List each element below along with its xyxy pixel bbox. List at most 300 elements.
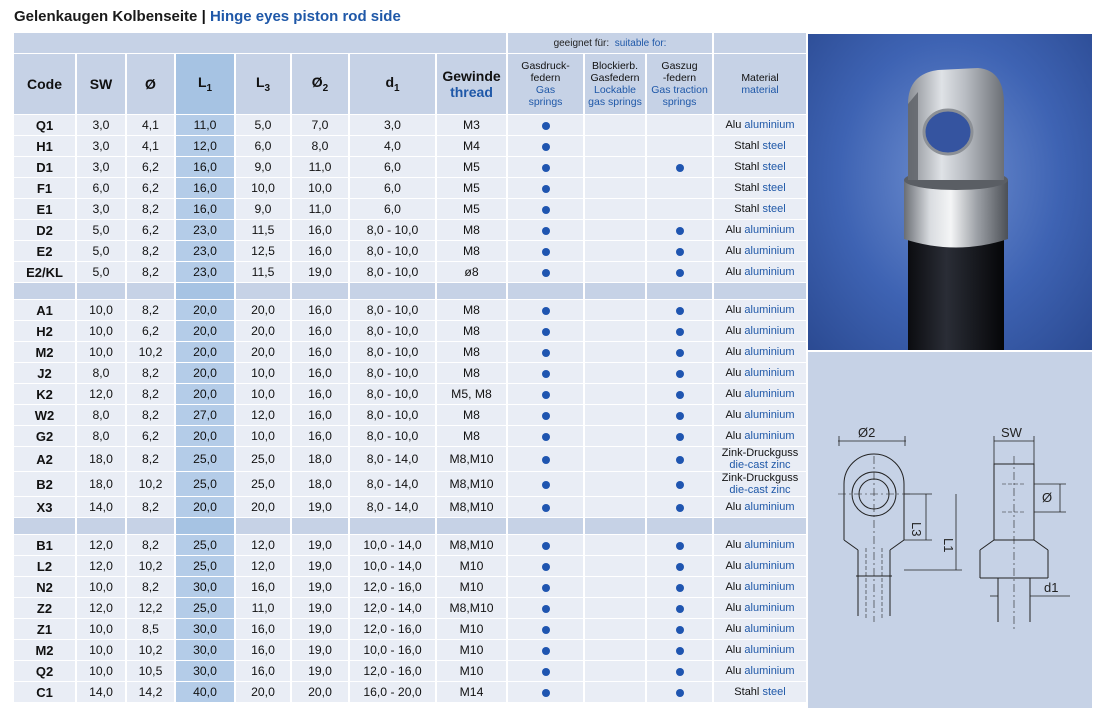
cell-material — [714, 262, 806, 283]
cell-gas — [508, 497, 583, 518]
cell-d1: 6,0 — [350, 157, 435, 178]
cell-sw: 14,0 — [77, 682, 125, 703]
cell-sw: 10,0 — [77, 300, 125, 321]
separator-cell — [236, 283, 290, 300]
front-view-outline — [838, 436, 910, 622]
table-row — [14, 241, 806, 262]
cell-d1: 8,0 - 14,0 — [350, 497, 435, 518]
eye-side-shape — [908, 92, 918, 180]
material-en: aluminium — [744, 430, 795, 442]
cell-gas — [508, 115, 583, 136]
cell-code: E1 — [14, 199, 75, 220]
separator-cell — [585, 518, 645, 535]
cell-d1: 8,0 - 10,0 — [350, 363, 435, 384]
header-lockable: Blockierb. Gasfedern Lockable gas springs — [585, 54, 645, 115]
cell-d: 8,5 — [127, 619, 174, 640]
cell-thread: M8 — [437, 342, 506, 363]
page-title — [14, 4, 401, 30]
suitability-dot-icon — [542, 307, 550, 315]
suitability-dot-icon — [542, 164, 550, 172]
cell-l3: 20,0 — [236, 682, 290, 703]
table-row — [14, 300, 806, 321]
separator-cell — [585, 283, 645, 300]
suitability-dot-icon — [676, 227, 684, 235]
cell-code: Q1 — [14, 115, 75, 136]
table-row — [14, 577, 806, 598]
cell-material — [714, 598, 806, 619]
cell-d2: 10,0 — [292, 178, 348, 199]
separator-cell — [350, 283, 435, 300]
material-en: aluminium — [744, 409, 795, 421]
cell-traction — [647, 640, 712, 661]
material-de: Alu — [725, 304, 742, 316]
table-row — [14, 384, 806, 405]
suitability-dot-icon — [676, 481, 684, 489]
cell-l3: 20,0 — [236, 321, 290, 342]
material-de: Zink-Druckguss — [721, 472, 799, 484]
separator-cell — [77, 283, 125, 300]
header-traction: Gaszug -federn Gas traction springs — [647, 54, 712, 115]
separator-cell — [508, 283, 583, 300]
cell-lock — [585, 556, 645, 577]
suitability-dot-icon — [542, 668, 550, 676]
cell-material — [714, 300, 806, 321]
cell-d: 14,2 — [127, 682, 174, 703]
cell-lock — [585, 321, 645, 342]
cell-l1: 20,0 — [176, 384, 234, 405]
material-en: aluminium — [744, 623, 795, 635]
cell-traction — [647, 384, 712, 405]
product-photo — [808, 34, 1092, 350]
cell-d: 8,2 — [127, 384, 174, 405]
material-de: Alu — [725, 501, 742, 513]
cell-code: L2 — [14, 556, 75, 577]
cell-sw: 18,0 — [77, 472, 125, 497]
suitability-dot-icon — [676, 689, 684, 697]
suitability-dot-icon — [676, 542, 684, 550]
cell-material — [714, 157, 806, 178]
suitability-dot-icon — [676, 456, 684, 464]
cell-d1: 8,0 - 10,0 — [350, 241, 435, 262]
cell-lock — [585, 363, 645, 384]
cell-gas — [508, 300, 583, 321]
material-en: aluminium — [744, 245, 795, 257]
cell-l1: 23,0 — [176, 220, 234, 241]
cell-thread: M10 — [437, 619, 506, 640]
cell-material — [714, 682, 806, 703]
cell-l1: 20,0 — [176, 321, 234, 342]
suitability-dot-icon — [676, 349, 684, 357]
material-en: aluminium — [744, 367, 795, 379]
cell-thread: M8 — [437, 363, 506, 384]
cell-l1: 30,0 — [176, 577, 234, 598]
cell-sw: 8,0 — [77, 426, 125, 447]
cell-lock — [585, 472, 645, 497]
cell-sw: 3,0 — [77, 115, 125, 136]
cell-l1: 20,0 — [176, 426, 234, 447]
cell-gas — [508, 682, 583, 703]
suitability-dot-icon — [542, 605, 550, 613]
material-en: aluminium — [744, 539, 795, 551]
suitability-dot-icon — [542, 626, 550, 634]
cell-gas — [508, 405, 583, 426]
suitability-dot-icon — [676, 605, 684, 613]
cell-d2: 16,0 — [292, 300, 348, 321]
separator-cell — [292, 518, 348, 535]
separator-cell — [508, 518, 583, 535]
cell-gas — [508, 384, 583, 405]
cell-traction — [647, 199, 712, 220]
cell-material — [714, 363, 806, 384]
suitability-dot-icon — [542, 349, 550, 357]
cell-gas — [508, 321, 583, 342]
cell-l3: 16,0 — [236, 619, 290, 640]
cell-code: Q2 — [14, 661, 75, 682]
group-separator-row — [14, 518, 806, 535]
cell-lock — [585, 220, 645, 241]
cell-traction — [647, 426, 712, 447]
cell-material — [714, 447, 806, 472]
cell-code: Z1 — [14, 619, 75, 640]
cell-l1: 23,0 — [176, 262, 234, 283]
cell-l3: 16,0 — [236, 577, 290, 598]
cell-d1: 6,0 — [350, 199, 435, 220]
material-de: Alu — [725, 367, 742, 379]
cell-traction — [647, 577, 712, 598]
cell-d1: 8,0 - 10,0 — [350, 321, 435, 342]
cell-d2: 19,0 — [292, 577, 348, 598]
material-en: aluminium — [744, 325, 795, 337]
cell-d2: 19,0 — [292, 556, 348, 577]
material-en: steel — [762, 140, 786, 152]
cell-l1: 20,0 — [176, 363, 234, 384]
cell-gas — [508, 598, 583, 619]
cell-d2: 16,0 — [292, 321, 348, 342]
cell-d1: 8,0 - 10,0 — [350, 426, 435, 447]
cell-d2: 16,0 — [292, 384, 348, 405]
cell-d: 8,2 — [127, 497, 174, 518]
material-de: Alu — [725, 430, 742, 442]
cell-d1: 8,0 - 10,0 — [350, 384, 435, 405]
table-row — [14, 682, 806, 703]
cell-d2: 16,0 — [292, 363, 348, 384]
suitability-dot-icon — [542, 143, 550, 151]
material-en: aluminium — [744, 119, 795, 131]
cell-lock — [585, 157, 645, 178]
cell-traction — [647, 342, 712, 363]
cell-thread: M8,M10 — [437, 535, 506, 556]
cell-l1: 12,0 — [176, 136, 234, 157]
cell-thread: M8 — [437, 241, 506, 262]
label-diameter: Ø — [1042, 490, 1053, 505]
table-row — [14, 115, 806, 136]
cell-l3: 12,5 — [236, 241, 290, 262]
label-l1: L1 — [941, 538, 956, 553]
cell-l3: 12,0 — [236, 405, 290, 426]
cell-d1: 10,0 - 14,0 — [350, 535, 435, 556]
cell-d2: 19,0 — [292, 497, 348, 518]
cell-code: M2 — [14, 640, 75, 661]
cell-gas — [508, 241, 583, 262]
cell-d: 6,2 — [127, 220, 174, 241]
cell-traction — [647, 321, 712, 342]
cell-d: 10,2 — [127, 472, 174, 497]
material-en: aluminium — [744, 560, 795, 572]
cell-code: D2 — [14, 220, 75, 241]
cell-gas — [508, 262, 583, 283]
cell-d1: 8,0 - 10,0 — [350, 220, 435, 241]
cell-d2: 8,0 — [292, 136, 348, 157]
cell-d: 8,2 — [127, 405, 174, 426]
cell-code: W2 — [14, 405, 75, 426]
table-row — [14, 405, 806, 426]
cell-code: B1 — [14, 535, 75, 556]
cell-d1: 6,0 — [350, 178, 435, 199]
cell-lock — [585, 115, 645, 136]
separator-cell — [236, 518, 290, 535]
cell-d: 4,1 — [127, 136, 174, 157]
cell-sw: 5,0 — [77, 262, 125, 283]
cell-l1: 25,0 — [176, 556, 234, 577]
cell-material — [714, 321, 806, 342]
cell-material — [714, 178, 806, 199]
material-de: Alu — [725, 346, 742, 358]
cell-traction — [647, 619, 712, 640]
cell-code: E2/KL — [14, 262, 75, 283]
table-row — [14, 342, 806, 363]
material-de: Zink-Druckguss — [721, 447, 799, 459]
sleeve-shape — [904, 180, 1008, 248]
cell-material — [714, 556, 806, 577]
material-de: Alu — [725, 245, 742, 257]
cell-d1: 8,0 - 14,0 — [350, 472, 435, 497]
cell-material — [714, 241, 806, 262]
cell-sw: 3,0 — [77, 136, 125, 157]
material-de: Stahl — [734, 140, 760, 152]
material-de: Stahl — [734, 161, 760, 173]
cell-gas — [508, 178, 583, 199]
cell-d2: 16,0 — [292, 342, 348, 363]
cell-sw: 10,0 — [77, 619, 125, 640]
cell-l1: 25,0 — [176, 472, 234, 497]
table-row — [14, 426, 806, 447]
cell-gas — [508, 535, 583, 556]
cell-l1: 25,0 — [176, 535, 234, 556]
cell-d1: 8,0 - 10,0 — [350, 342, 435, 363]
cell-material — [714, 342, 806, 363]
material-en: aluminium — [744, 346, 795, 358]
material-en: aluminium — [744, 224, 795, 236]
cell-d: 10,2 — [127, 342, 174, 363]
spec-table — [12, 33, 808, 703]
cell-material — [714, 136, 806, 157]
cell-traction — [647, 157, 712, 178]
header-l1: $L_1$ — [176, 54, 234, 115]
cell-thread: M8 — [437, 405, 506, 426]
cell-d: 10,2 — [127, 640, 174, 661]
table-row — [14, 497, 806, 518]
cell-lock — [585, 598, 645, 619]
cell-d2: 16,0 — [292, 241, 348, 262]
cell-d2: 11,0 — [292, 199, 348, 220]
cell-gas — [508, 220, 583, 241]
material-de: Alu — [725, 560, 742, 572]
material-de: Alu — [725, 409, 742, 421]
material-en: aluminium — [744, 388, 795, 400]
cell-gas — [508, 447, 583, 472]
cell-material — [714, 640, 806, 661]
separator-cell — [350, 518, 435, 535]
table-row — [14, 178, 806, 199]
cell-sw: 8,0 — [77, 363, 125, 384]
cell-l3: 10,0 — [236, 426, 290, 447]
cell-d: 8,2 — [127, 300, 174, 321]
header-code: Code — [14, 54, 75, 115]
material-de: Alu — [725, 665, 742, 677]
separator-cell — [647, 283, 712, 300]
separator-cell — [77, 518, 125, 535]
cell-lock — [585, 577, 645, 598]
suitability-dot-icon — [542, 563, 550, 571]
suitability-dot-icon — [542, 504, 550, 512]
suitability-dot-icon — [542, 248, 550, 256]
cell-traction — [647, 178, 712, 199]
cell-sw: 6,0 — [77, 178, 125, 199]
suitability-dot-icon — [542, 370, 550, 378]
material-en: die-cast zinc — [729, 459, 791, 471]
suitability-dot-icon — [676, 584, 684, 592]
cell-l3: 20,0 — [236, 497, 290, 518]
suitability-dot-icon — [676, 433, 684, 441]
cell-code: B2 — [14, 472, 75, 497]
header-d1: $d_1$ — [350, 54, 435, 115]
cell-d: 6,2 — [127, 178, 174, 199]
material-en: aluminium — [744, 581, 795, 593]
cell-l1: 30,0 — [176, 619, 234, 640]
cell-l1: 25,0 — [176, 598, 234, 619]
cell-thread: M8 — [437, 300, 506, 321]
separator-cell — [127, 283, 174, 300]
cell-lock — [585, 199, 645, 220]
material-de: Alu — [725, 602, 742, 614]
cell-l1: 30,0 — [176, 661, 234, 682]
label-d2: Ø2 — [858, 425, 876, 440]
cell-thread: M4 — [437, 136, 506, 157]
suitability-dot-icon — [542, 206, 550, 214]
cell-sw: 8,0 — [77, 405, 125, 426]
cell-code: X3 — [14, 497, 75, 518]
cell-d: 8,2 — [127, 447, 174, 472]
cell-sw: 3,0 — [77, 199, 125, 220]
cell-thread: M10 — [437, 640, 506, 661]
cell-l3: 9,0 — [236, 199, 290, 220]
header-gas-springs: Gasdruck- federn Gas springs — [508, 54, 583, 115]
suitability-dot-icon — [676, 668, 684, 676]
header-l3: $L_3$ — [236, 54, 290, 115]
cell-d: 8,2 — [127, 363, 174, 384]
cell-sw: 3,0 — [77, 157, 125, 178]
suitable-header-row — [14, 33, 806, 54]
suitability-dot-icon — [542, 185, 550, 193]
cell-d: 6,2 — [127, 157, 174, 178]
cell-traction — [647, 363, 712, 384]
cell-code: H2 — [14, 321, 75, 342]
cell-traction — [647, 262, 712, 283]
material-en: steel — [762, 203, 786, 215]
cell-thread: M8 — [437, 220, 506, 241]
table-row — [14, 262, 806, 283]
cell-traction — [647, 220, 712, 241]
cell-code: A2 — [14, 447, 75, 472]
cell-thread: M14 — [437, 682, 506, 703]
suitability-dot-icon — [676, 248, 684, 256]
cell-material — [714, 661, 806, 682]
cell-gas — [508, 577, 583, 598]
cell-material — [714, 115, 806, 136]
cell-gas — [508, 157, 583, 178]
separator-cell — [14, 518, 75, 535]
suitability-dot-icon — [542, 584, 550, 592]
cell-sw: 10,0 — [77, 640, 125, 661]
cell-d1: 10,0 - 16,0 — [350, 640, 435, 661]
separator-cell — [14, 283, 75, 300]
cell-gas — [508, 640, 583, 661]
table-row — [14, 640, 806, 661]
header-sw: SW — [77, 54, 125, 115]
cell-traction — [647, 405, 712, 426]
table-row — [14, 321, 806, 342]
cell-d1: 12,0 - 16,0 — [350, 577, 435, 598]
label-sw: SW — [1001, 425, 1022, 440]
suitability-dot-icon — [542, 456, 550, 464]
table-row — [14, 447, 806, 472]
cell-thread: M5 — [437, 157, 506, 178]
material-de: Alu — [725, 623, 742, 635]
separator-cell — [714, 518, 806, 535]
cell-l1: 20,0 — [176, 497, 234, 518]
cell-sw: 5,0 — [77, 220, 125, 241]
cell-code: K2 — [14, 384, 75, 405]
cell-l3: 20,0 — [236, 342, 290, 363]
material-en: aluminium — [744, 304, 795, 316]
table-row — [14, 220, 806, 241]
table-row — [14, 136, 806, 157]
cell-traction — [647, 472, 712, 497]
cell-d: 8,2 — [127, 199, 174, 220]
cell-lock — [585, 682, 645, 703]
table-row — [14, 157, 806, 178]
table-row — [14, 199, 806, 220]
header-diameter: Ø — [127, 54, 174, 115]
suitability-dot-icon — [542, 689, 550, 697]
cell-l1: 27,0 — [176, 405, 234, 426]
cell-d1: 4,0 — [350, 136, 435, 157]
cell-thread: M8 — [437, 426, 506, 447]
suitability-dot-icon — [676, 307, 684, 315]
cell-d1: 12,0 - 14,0 — [350, 598, 435, 619]
cell-code: C1 — [14, 682, 75, 703]
separator-cell — [127, 518, 174, 535]
cell-traction — [647, 497, 712, 518]
cell-code: A1 — [14, 300, 75, 321]
suitability-dot-icon — [542, 481, 550, 489]
cell-traction — [647, 300, 712, 321]
cell-d: 8,2 — [127, 262, 174, 283]
cell-l3: 16,0 — [236, 661, 290, 682]
rod-shape — [908, 234, 1004, 350]
cell-sw: 10,0 — [77, 321, 125, 342]
cell-lock — [585, 384, 645, 405]
